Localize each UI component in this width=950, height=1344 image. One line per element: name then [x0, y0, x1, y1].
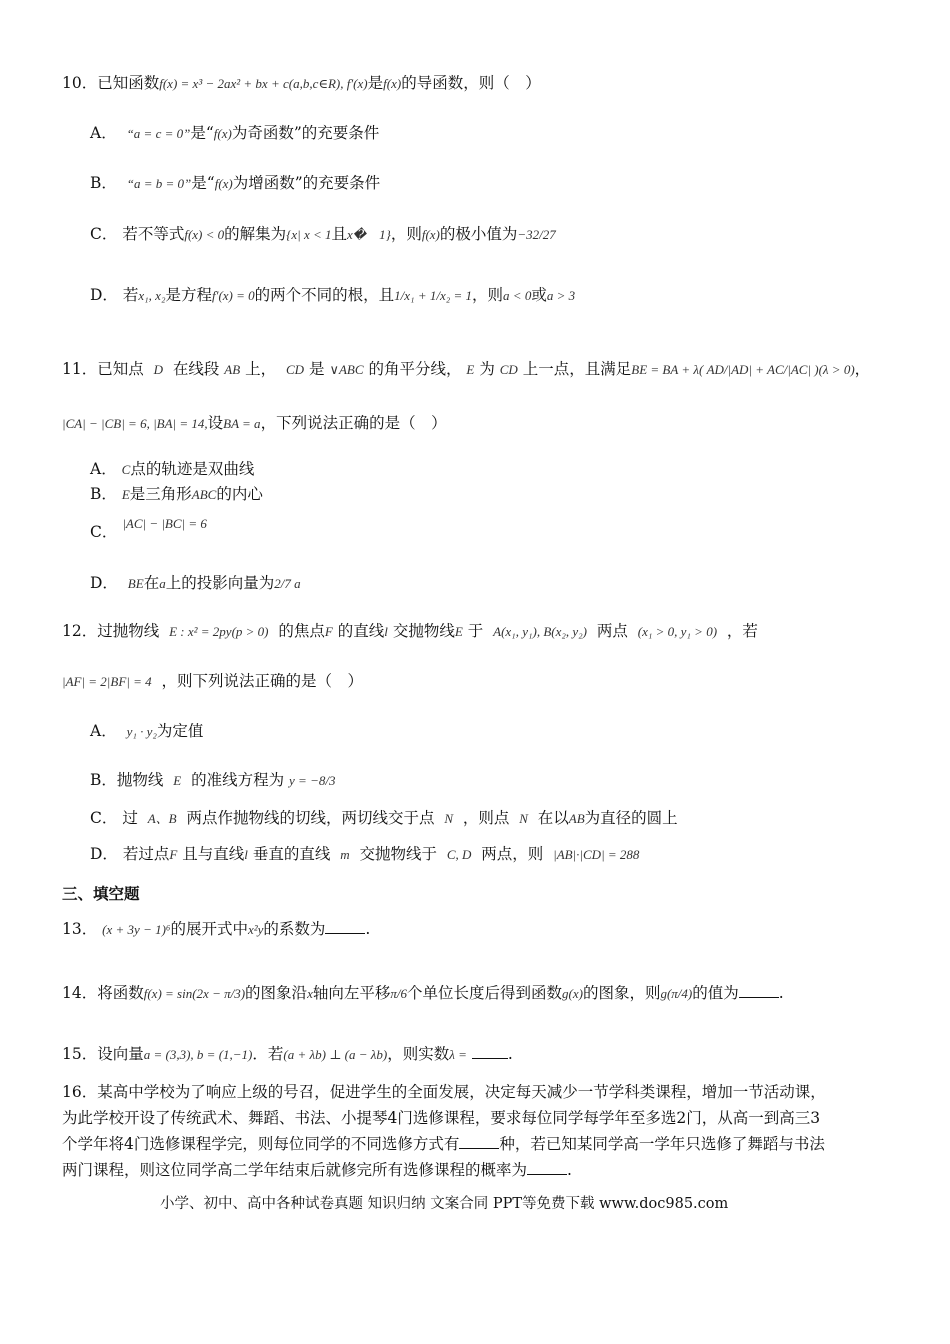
q12-text: 的焦点: [278, 622, 325, 640]
option-label: B．: [90, 771, 117, 789]
option-label: B．: [90, 485, 117, 503]
option-math: A、B: [147, 811, 177, 826]
q11-math: AB: [224, 362, 241, 377]
option-label: B．: [90, 174, 117, 192]
option-math: AB: [568, 811, 585, 826]
q13-math: (x + 3y − 1)⁶: [102, 922, 171, 937]
q12-text: 12．过抛物线: [62, 622, 160, 640]
q15-text: ，则实数: [387, 1045, 450, 1063]
q12-math: A(x₁, y₁), B(x₂, y₂): [493, 624, 587, 639]
option-text: 的准线方程为: [191, 771, 285, 789]
answer-blank: [325, 919, 365, 934]
option-math: C, D: [446, 847, 472, 862]
q11-math: BA = a: [223, 416, 261, 431]
option-text: 是方程: [165, 286, 212, 304]
option-label: D．: [90, 286, 118, 304]
option-text: 若过点: [122, 845, 170, 863]
option-math: y₁ · y₂: [126, 724, 157, 739]
q16-text: 两门课程，则这位同学高二学年结束后就修完所有选修课程的概率为: [62, 1161, 528, 1179]
option-math: 1/x₁ + 1/x₂ = 1: [394, 288, 473, 303]
option-math: x� 1}: [347, 227, 391, 242]
option-text: 抛物线: [116, 771, 164, 789]
q14-math: g(x): [562, 986, 583, 1001]
q11-text: 为: [479, 360, 495, 378]
q12-line2: [62, 670, 363, 693]
q14-math: x: [307, 986, 313, 1001]
q11-option-c: [90, 512, 207, 541]
q11-math: E: [466, 362, 475, 377]
option-text: 为直径的圆上: [584, 809, 678, 827]
option-text: 两点，则: [481, 845, 544, 863]
q10-stem-math: f(x) = x³ − 2ax² + bx + c(a,b,c∈R), f′(x): [159, 76, 368, 91]
option-text: 点的轨迹是双曲线: [130, 460, 255, 478]
q15-text: ．若: [252, 1045, 284, 1063]
q11-option-a: [90, 458, 254, 481]
q16-line3: [62, 1133, 825, 1155]
option-math: a < 0: [503, 288, 532, 303]
option-math: N: [519, 811, 528, 826]
option-label: C．: [90, 523, 118, 541]
option-text: 上的投影向量为: [165, 574, 275, 592]
option-text: 过: [122, 809, 138, 827]
option-text: 是三角形: [129, 485, 192, 503]
q14-text: 的图象沿: [245, 984, 308, 1002]
q10-option-d: [90, 284, 575, 307]
q12-math: E: [454, 624, 463, 639]
q11-math: CD: [286, 362, 305, 377]
option-text: 在: [143, 574, 160, 592]
q11-text: 上一点，且满足: [522, 360, 632, 378]
q11-option-d: [90, 572, 301, 595]
q11-text: 是: [309, 360, 325, 378]
option-math: l: [244, 847, 248, 862]
option-math: |AB|·|CD| = 288: [553, 847, 640, 862]
q14: [62, 982, 784, 1005]
q12-math: l: [384, 624, 388, 639]
option-math: E: [173, 773, 182, 788]
q12-math: |AF| = 2|BF| = 4: [62, 674, 152, 689]
q12-text: ，若: [726, 622, 758, 640]
option-label: A．: [90, 722, 117, 740]
page-footer: 小学、初中、高中各种试卷真题 知识归纳 文案合同 PPT等免费下载 www.doc985.com: [160, 1196, 729, 1212]
option-text: 交抛物线于: [359, 845, 437, 863]
option-text: ，则: [390, 225, 422, 243]
option-math: f(x): [214, 176, 233, 191]
q11-math: CD: [499, 362, 518, 377]
q11-text: 在线段: [172, 360, 220, 378]
q12-text: 于: [467, 622, 484, 640]
q12-option-b: [90, 769, 335, 792]
option-math: “a = b = 0”: [126, 176, 192, 191]
q12-text: ，则下列说法正确的是（ ）: [161, 672, 363, 690]
option-text: 为奇函数”的充要条件: [231, 124, 380, 142]
q16-text: 种，若已知某同学高一学年只选修了舞蹈与书法: [499, 1135, 825, 1153]
q11-text: ，: [854, 360, 871, 378]
option-label: C．: [90, 809, 118, 827]
q13-end: .: [365, 920, 371, 938]
q10-stem-text: 10．已知函数: [62, 74, 160, 92]
q11-text: 11．已知点: [62, 360, 144, 378]
answer-blank: [527, 1160, 567, 1175]
q11-text: 的角平分线，: [368, 360, 462, 378]
option-math: ABC: [191, 487, 217, 502]
q10-stem-mid: 是: [367, 74, 384, 92]
q14-end: .: [778, 984, 784, 1002]
q15-math: (a + λb) ⊥ (a − λb): [283, 1047, 388, 1062]
q12-option-a: [90, 720, 203, 743]
q12-text: 的直线: [337, 622, 385, 640]
option-text: 的极小值为: [439, 225, 518, 243]
option-math: f(x): [213, 126, 232, 141]
q11-text: 上，: [245, 360, 277, 378]
q13-text: 的展开式中: [170, 920, 248, 938]
option-math: f(x): [421, 227, 440, 242]
q12-text: 两点: [596, 622, 628, 640]
q10-stem: [62, 72, 541, 95]
q16-line4: [62, 1159, 572, 1181]
q16-text: 16．某高中学校为了响应上级的号召，促进学生的全面发展，决定每天减少一节学科类课程，增加一节活动课，: [62, 1083, 826, 1101]
option-text: 是“: [191, 174, 215, 192]
option-text: 为定值: [156, 722, 204, 740]
option-text: 的内心: [216, 485, 263, 503]
q16-end: .: [567, 1161, 572, 1179]
option-math: 2/7 a: [274, 576, 301, 591]
option-math: {x| x < 1: [286, 227, 332, 242]
option-math: a: [159, 576, 166, 591]
option-text: 是“: [190, 124, 214, 142]
q10-stem-math2: f(x): [383, 76, 402, 91]
answer-blank: [739, 983, 779, 998]
option-text: ，则点: [462, 809, 510, 827]
option-label: C．: [90, 225, 118, 243]
q12-text: 交抛物线: [392, 622, 455, 640]
option-math: C: [121, 462, 131, 477]
q13-label: 13．: [62, 920, 98, 938]
option-math: y = −8/3: [289, 773, 336, 788]
q11-option-b: [90, 483, 263, 506]
q12-stem: [62, 620, 758, 643]
option-label: D．: [90, 845, 118, 863]
q16-text: 个学年将4门选修课程学完，则每位同学的不同选修方式有: [62, 1135, 460, 1153]
q15-math: λ =: [449, 1047, 467, 1062]
q11-math: BE = BA + λ( AD/|AD| + AC/|AC| )(λ > 0): [631, 362, 855, 377]
q15-label: 15．设向量: [62, 1045, 144, 1063]
option-text: 若不等式: [122, 225, 185, 243]
q10-stem-suffix: 的导函数，则（ ）: [401, 74, 541, 92]
option-text: 若: [122, 286, 139, 304]
option-math: BE: [127, 576, 144, 591]
option-text: ，则: [472, 286, 504, 304]
q14-text: 轴向左平移: [312, 984, 391, 1002]
q14-text: 的图象，则: [582, 984, 661, 1002]
q16-line2: [62, 1107, 820, 1129]
option-math: F: [169, 847, 178, 862]
option-text: 的两个不同的根，且: [254, 286, 395, 304]
section-heading: 三、填空题: [62, 884, 140, 903]
q14-text: 的值为: [692, 984, 739, 1002]
option-text: 且: [331, 225, 348, 243]
option-text: 或: [531, 286, 547, 304]
q14-math: g(π/4): [660, 986, 693, 1001]
q10-option-a: [90, 122, 379, 145]
q14-label: 14．将函数: [62, 984, 144, 1002]
answer-blank: [459, 1134, 499, 1149]
q14-math: f(x) = sin(2x − π/3): [143, 986, 246, 1001]
option-text: 两点作抛物线的切线，两切线交于点: [186, 809, 435, 827]
option-math: E: [121, 487, 130, 502]
q15: [62, 1043, 513, 1066]
option-label: D．: [90, 574, 118, 592]
q11-math: D: [153, 362, 163, 377]
option-text: 且与直线: [182, 845, 245, 863]
q16-line1: [62, 1081, 826, 1103]
q15-end: .: [507, 1045, 513, 1063]
option-math: x₁, x₂: [138, 288, 166, 303]
answer-blank: [472, 1044, 508, 1059]
q15-math: a = (3,3), b = (1,−1): [143, 1047, 253, 1062]
q11-math: ∨ABC: [329, 362, 364, 377]
q12-option-d: [90, 843, 639, 866]
q13-text: 的系数为: [263, 920, 326, 938]
q12-option-c: [90, 807, 678, 830]
option-math: “a = c = 0”: [126, 126, 191, 141]
q13-math: x²y: [247, 922, 264, 937]
option-label: A．: [90, 460, 117, 478]
option-label: A．: [90, 124, 117, 142]
q11-text: 设: [207, 414, 224, 432]
option-math: m: [340, 847, 350, 862]
option-math: N: [444, 811, 453, 826]
q14-math: π/6: [390, 986, 407, 1001]
q11-math: |CA| − |CB| = 6, |BA| = 14,: [62, 416, 208, 431]
q11-text: ，下列说法正确的是（ ）: [260, 414, 447, 432]
q14-text: 个单位长度后得到函数: [406, 984, 562, 1002]
option-math: −32/27: [517, 227, 556, 242]
option-math: a > 3: [546, 288, 576, 303]
option-text: 在以: [537, 809, 569, 827]
q16-text: 为此学校开设了传统武术、舞蹈、书法、小提琴4门选修课程，要求每位同学每学年至多选2门，从高一到高三3: [62, 1109, 821, 1127]
option-text: 为增函数”的充要条件: [232, 174, 381, 192]
option-math: f(x) < 0: [184, 227, 225, 242]
option-text: 的解集为: [224, 225, 287, 243]
q10-option-c: [90, 223, 556, 246]
q11-line2: [62, 412, 447, 435]
q13: [62, 918, 370, 941]
q12-math: (x₁ > 0, y₁ > 0): [637, 624, 718, 639]
option-math: |AC| − |BC| = 6: [122, 516, 207, 531]
q12-math: F: [324, 624, 333, 639]
option-text: 垂直的直线: [252, 845, 331, 863]
q10-option-b: [90, 172, 380, 195]
option-math: f′(x) = 0: [212, 288, 255, 303]
q11-stem: [62, 358, 870, 381]
q12-math: E : x² = 2py(p > 0): [169, 624, 269, 639]
